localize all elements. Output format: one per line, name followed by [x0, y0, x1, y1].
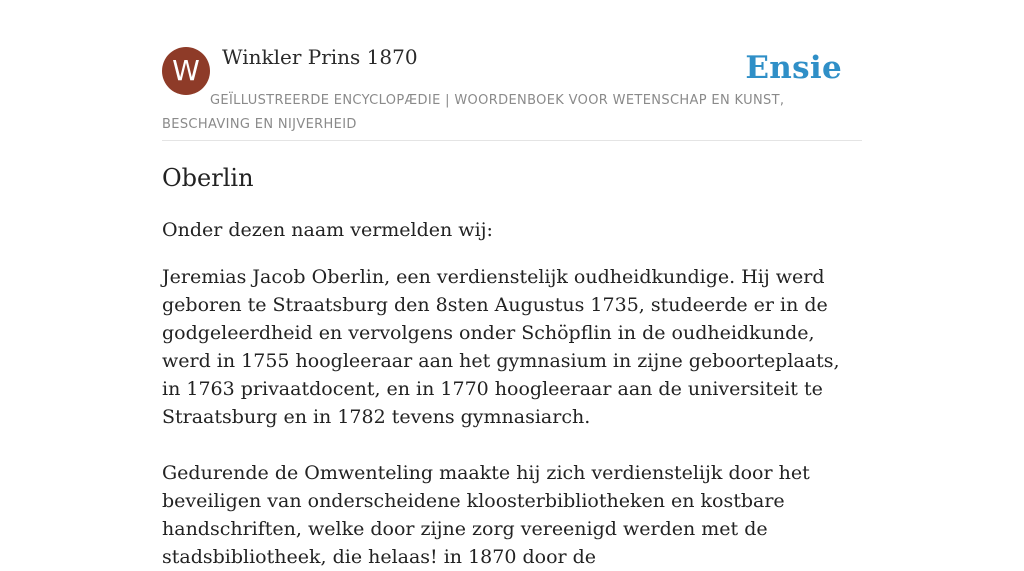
article	[162, 160, 862, 571]
site-header	[162, 0, 862, 141]
article-lead: Onder dezen naam vermelden wij:	[162, 219, 493, 241]
article-paragraph-2: Gedurende de Omwenteling maakte hij zich verdienstelijk door het beveiligen van onderscheidene kloosterbibliotheken en kostbare handschriften, welke door zijne zorg vereenigd werden met de stadsbibliotheek, die helaas! in 1870 door de	[162, 462, 810, 568]
article-paragraph-1: Jeremias Jacob Oberlin, een verdienstelijk oudheidkundige. Hij werd geboren te Straatsburg den 8sten Augustus 1735, studeerde er in de godgeleerdheid en vervolgens onder Schöpflin in de oudheidkunde, werd in 1755 hoogleeraar aan het gymnasium in zijne geboorteplaats, in 1763 privaatdocent, en in 1770 hoogleeraar aan de universiteit te Straatsburg en in 1782 tevens gymnasiarch.	[162, 266, 840, 428]
source-title[interactable]: Winkler Prins 1870	[222, 45, 418, 69]
article-title: Oberlin	[162, 164, 254, 192]
source-subtitle: GEÏLLUSTREERDE ENCYCLOPÆDIE | WOORDENBOEK VOOR WETENSCHAP EN KUNST, BESCHAVING EN NIJVERHEID	[162, 93, 785, 132]
ensie-logo[interactable]: Ensie	[745, 50, 842, 86]
source-avatar[interactable]: W	[162, 47, 210, 95]
